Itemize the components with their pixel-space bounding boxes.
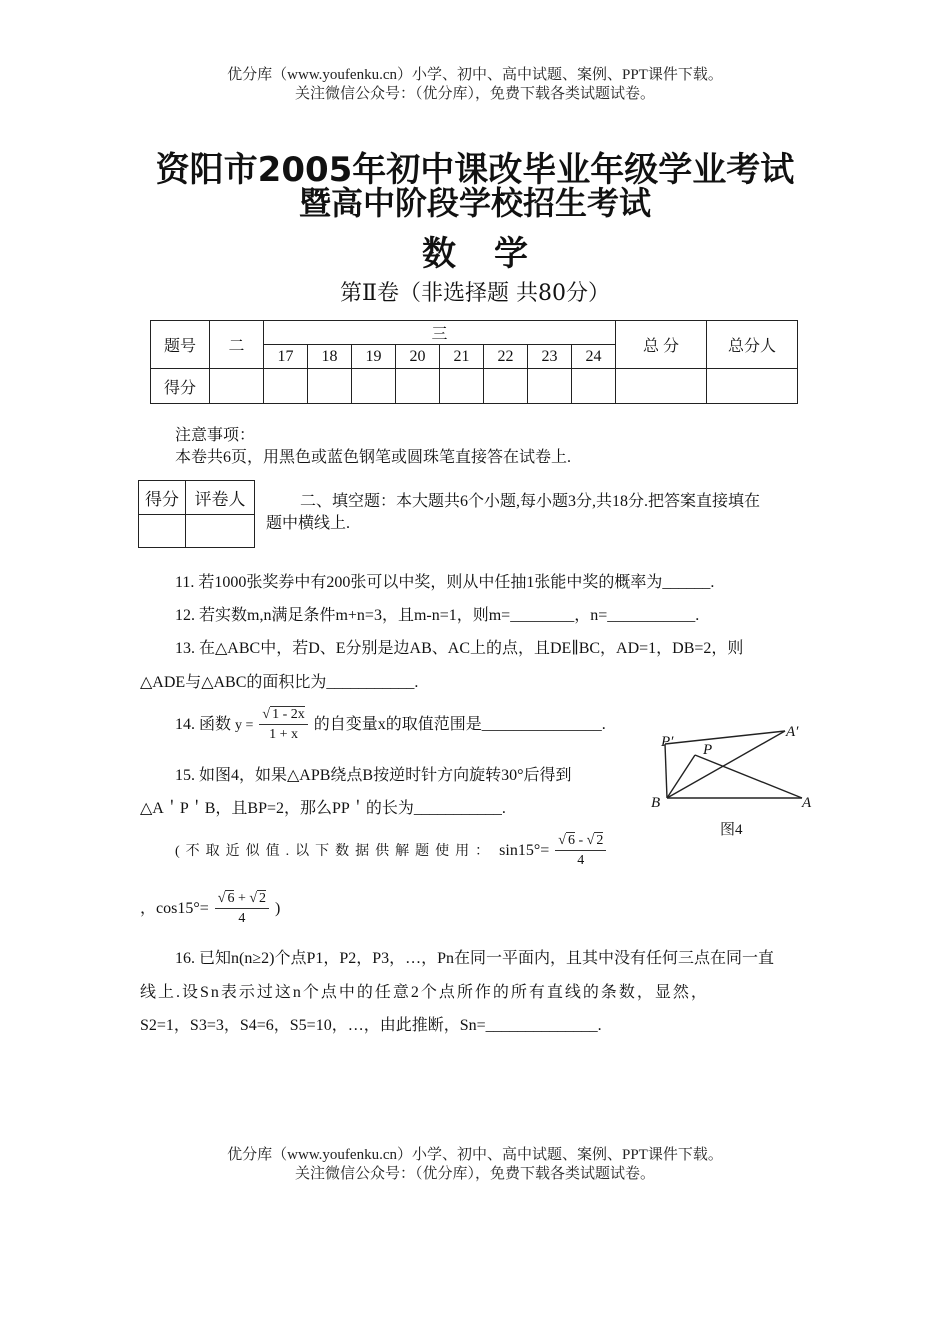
notes-heading: 注意事项： — [175, 427, 256, 444]
score-cell — [352, 369, 396, 404]
sin-operator: - — [574, 833, 587, 848]
label-p-prime: P′ — [661, 734, 674, 750]
score-table-number: 18 — [308, 345, 352, 369]
question-16-line-2: 线上.设Sn表示过这n个点中的任意2个点所作的所有直线的条数，显然， — [140, 984, 709, 1001]
sin-numerator-b: 2 — [596, 833, 604, 848]
cos-label: ，cos15°= — [140, 900, 209, 918]
score-table-number: 21 — [440, 345, 484, 369]
score-table-defen: 得分 — [151, 369, 210, 404]
score-table-er: 二 — [210, 321, 264, 369]
score-table-number: 22 — [484, 345, 528, 369]
question-15-line-2: △A＇P＇B，且BP=2，那么PP＇的长为___________. — [140, 800, 506, 817]
label-p: P — [703, 742, 713, 758]
segment-bp-prime — [665, 744, 667, 798]
question-12: 12. 若实数m,n满足条件m+n=3，且m-n=1，则m=________，n=___________. — [175, 607, 700, 624]
header-line-2: 关注微信公众号：（优分库），免费下载各类试题试卷。 — [294, 86, 655, 102]
section-intro-line-1: 二、填空题：本大题共6个小题,每小题3分,共18分.把答案直接填在 — [300, 493, 761, 510]
question-14-fraction: $\frac{√ 1 - 2x}{1 + x}$ — [259, 706, 307, 745]
score-cell — [528, 369, 572, 404]
section-box-cell — [186, 515, 255, 548]
score-cell — [396, 369, 440, 404]
segment-ba-prime — [667, 731, 785, 798]
cos-close: ) — [275, 900, 281, 918]
segment-pa — [695, 755, 802, 798]
cos-line — [140, 890, 280, 929]
score-table-number: 17 — [264, 345, 308, 369]
score-cell — [572, 369, 616, 404]
cos-operator: + — [234, 891, 250, 906]
sin-numerator-a: 6 — [567, 833, 575, 848]
label-a: A — [802, 795, 812, 811]
question-15-hint — [175, 832, 608, 871]
sin-denominator: 4 — [577, 853, 585, 868]
section-score-box — [138, 480, 255, 548]
section-intro-line-2: 题中横线上. — [266, 515, 351, 532]
question-11: 11. 若1000张奖券中有200张可以中奖，则从中任抽1张能中奖的概率为______. — [175, 574, 715, 591]
question-14 — [175, 706, 606, 745]
score-table-total: 总 分 — [616, 321, 707, 369]
score-table-number: 23 — [528, 345, 572, 369]
part-title: 第Ⅱ卷（非选择题 共80分） — [340, 281, 610, 306]
figure-caption: 图4 — [720, 822, 743, 838]
score-table-tihao: 题号 — [151, 321, 210, 369]
notes-line: 本卷共6页，用黑色或蓝色钢笔或圆珠笔直接答在试卷上. — [175, 449, 572, 466]
figure-4 — [645, 718, 825, 843]
segment-bp — [667, 755, 695, 798]
score-table-total-person: 总分人 — [707, 321, 798, 369]
score-table-number: 19 — [352, 345, 396, 369]
score-table-san: 三 — [264, 321, 616, 345]
footer-line-2: 关注微信公众号：（优分库），免费下载各类试题试卷。 — [294, 1166, 655, 1182]
label-b: B — [651, 795, 661, 811]
header-line-1: 优分库（www.youfenku.cn）小学、初中、高中试题、案例、PPT课件下载。 — [227, 67, 723, 83]
segment-p-prime-a-prime — [665, 731, 785, 744]
cos-numerator-b: 2 — [259, 891, 267, 906]
cos-fraction: $\frac{√ 6 + √ 2}{4}$ — [215, 890, 269, 929]
score-cell — [484, 369, 528, 404]
label-a-prime: A′ — [786, 724, 799, 740]
subject-title: 数学 — [422, 234, 566, 274]
score-cell — [264, 369, 308, 404]
score-table-number: 20 — [396, 345, 440, 369]
question-15-line-1: 15. 如图4，如果△APB绕点B按逆时针方向旋转30°后得到 — [175, 767, 572, 784]
footer-line-1: 优分库（www.youfenku.cn）小学、初中、高中试题、案例、PPT课件下载。 — [227, 1147, 723, 1163]
sin-label: sin15°= — [499, 842, 550, 860]
question-13-line-2: △ADE与△ABC的面积比为___________. — [140, 674, 419, 691]
score-cell — [440, 369, 484, 404]
question-16-line-1: 16. 已知n(n≥2)个点P1，P2，P3，…，Pn在同一平面内，且其中没有任何三点在同一直 — [175, 950, 775, 967]
question-15-hint-text: (不取近似值.以下数据供解题使用： — [175, 844, 496, 860]
sin-fraction: $\frac{√ 6 - √ 2}{4}$ — [555, 832, 606, 871]
section-box-defen: 得分 — [139, 481, 186, 515]
question-14-denominator: 1 + x — [269, 727, 299, 742]
question-14-numerator: 1 - 2x — [272, 707, 305, 722]
score-table — [150, 320, 798, 404]
score-cell — [210, 369, 264, 404]
question-14-suffix: 的自变量x的取值范围是_______________. — [313, 716, 606, 734]
cos-numerator-a: 6 — [227, 891, 235, 906]
score-cell — [616, 369, 707, 404]
exam-title-line-1: 资阳市2005年初中课改毕业年级学业考试 — [155, 150, 795, 190]
score-cell — [308, 369, 352, 404]
section-box-cell — [139, 515, 186, 548]
cos-denominator: 4 — [238, 911, 246, 926]
score-table-number: 24 — [572, 345, 616, 369]
question-14-y: y = — [235, 718, 254, 734]
exam-title-line-2: 暨高中阶段学校招生考试 — [298, 184, 651, 222]
section-box-pingjuan: 评卷人 — [186, 481, 255, 515]
question-16-line-3: S2=1，S3=3，S4=6，S5=10，…，由此推断，Sn=______________. — [140, 1017, 602, 1034]
question-14-prefix: 14. 函数 — [175, 716, 232, 734]
question-13-line-1: 13. 在△ABC中，若D、E分别是边AB、AC上的点，且DE∥BC，AD=1，DB=2，则 — [175, 640, 744, 657]
score-cell — [707, 369, 798, 404]
